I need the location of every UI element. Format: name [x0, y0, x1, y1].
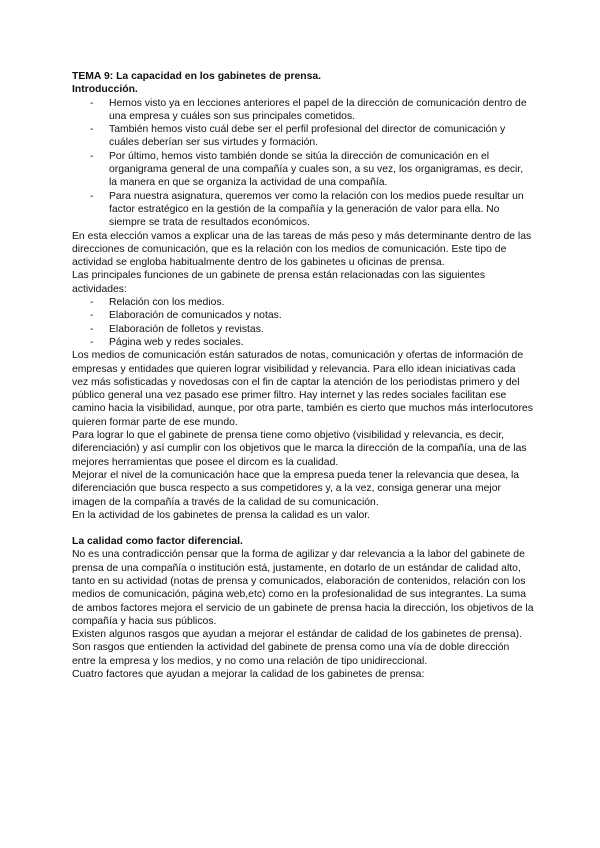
paragraph: Existen algunos rasgos que ayudan a mejorar el estándar de calidad de los gabinetes de prensa). Son rasgos que entienden la actividad del gabinete de prensa como una vía de doble dirección entre la empresa y los medios, y no como una relación de tipo unidireccional.	[72, 629, 522, 667]
paragraph: En esta elección vamos a explicar una de las tareas de más peso y más determinante dentro de las direcciones de comunicación, que es la relación con los medios de comunicación. Este tipo de actividad se engloba habitualmente dentro de los gabinetes u oficinas de prensa.	[72, 230, 532, 269]
paragraph: No es una contradicción pensar que la forma de agilizar y dar relevancia a la labor del gabinete de prensa de una compañía o institución está, justamente, en dotarlo de un estándar de calidad alto, tanto en su actividad (notas de prensa y comunicados, elaboración de contenidos, relación con los medios de comunicación, página web,etc) como en la profesionalidad de sus integrantes. La suma de ambos factores mejora el servicio de un gabinete de prensa hacia la dirección, los objetivos de la compañía y hacia sus públicos.	[72, 549, 534, 627]
list-item: - Para nuestra asignatura, queremos ver como la relación con los medios puede resultar un factor estratégico en la gestión de la compañía y la generación de valor para ella. No siempre se trata de resultados económicos.	[72, 190, 534, 230]
list-item: - Elaboración de comunicados y notas.	[72, 309, 534, 322]
functions-bullet-list	[72, 296, 534, 349]
list-item: - Relación con los medios.	[72, 296, 534, 309]
list-item: - Página web y redes sociales.	[72, 336, 534, 349]
document-title: TEMA 9: La capacidad en los gabinetes de prensa.	[72, 71, 322, 82]
spacer	[72, 522, 534, 535]
document-page	[72, 70, 534, 681]
paragraph: Los medios de comunicación están saturados de notas, comunicación y ofertas de información de empresas y entidades que quieren lograr visibilidad y relevancia. Para ello idean iniciativas cada vez más sofisticadas y novedosas con el fin de captar la atención de los periodistas primero y del público general una vez pasado ese primer filtro. Hay internet y las redes sociales facilitan ese camino hacia la visibilidad, aunque, por otra parte, también es cierto que muchos más interlocutores quieren formar parte de ese mundo.	[72, 350, 533, 428]
list-item: - Elaboración de folletos y revistas.	[72, 323, 534, 336]
section-heading: La calidad como factor diferencial.	[72, 536, 243, 548]
intro-bullet-list	[72, 97, 534, 230]
paragraph: En la actividad de los gabinetes de prensa la calidad es un valor.	[72, 509, 371, 521]
paragraph: Para lograr lo que el gabinete de prensa tiene como objetivo (visibilidad y relevancia, es decir, diferenciación) y así cumplir con los objetivos que le marca la dirección de la compañía, una de las mejores herramientas que posee el dircom es la cualidad.	[72, 430, 527, 468]
list-item: - Por último, hemos visto también donde se sitúa la dirección de comunicación en el organigrama general de una compañía y cuales son, a su vez, los organigramas, es decir, la manera en que se organiza la actividad de una compañía.	[72, 150, 534, 190]
list-item: - También hemos visto cuál debe ser el perfil profesional del director de comunicación y cuáles deberían ser sus virtudes y formación.	[72, 123, 534, 150]
paragraph: Cuatro factores que ayudan a mejorar la calidad de los gabinetes de prensa:	[72, 669, 425, 681]
intro-heading: Introducción.	[72, 84, 138, 96]
list-item: - Hemos visto ya en lecciones anteriores el papel de la dirección de comunicación dentro de una empresa y cuáles son sus principales cometidos.	[72, 97, 534, 124]
paragraph: Mejorar el nivel de la comunicación hace que la empresa pueda tener la relevancia que desea, la diferenciación que busca respecto a sus competidores y, a la vez, consiga generar una mejor imagen de la compañía a través de la calidad de su comunicación.	[72, 469, 520, 508]
paragraph: Las principales funciones de un gabinete de prensa están relacionadas con las siguientes actividades:	[72, 270, 486, 295]
